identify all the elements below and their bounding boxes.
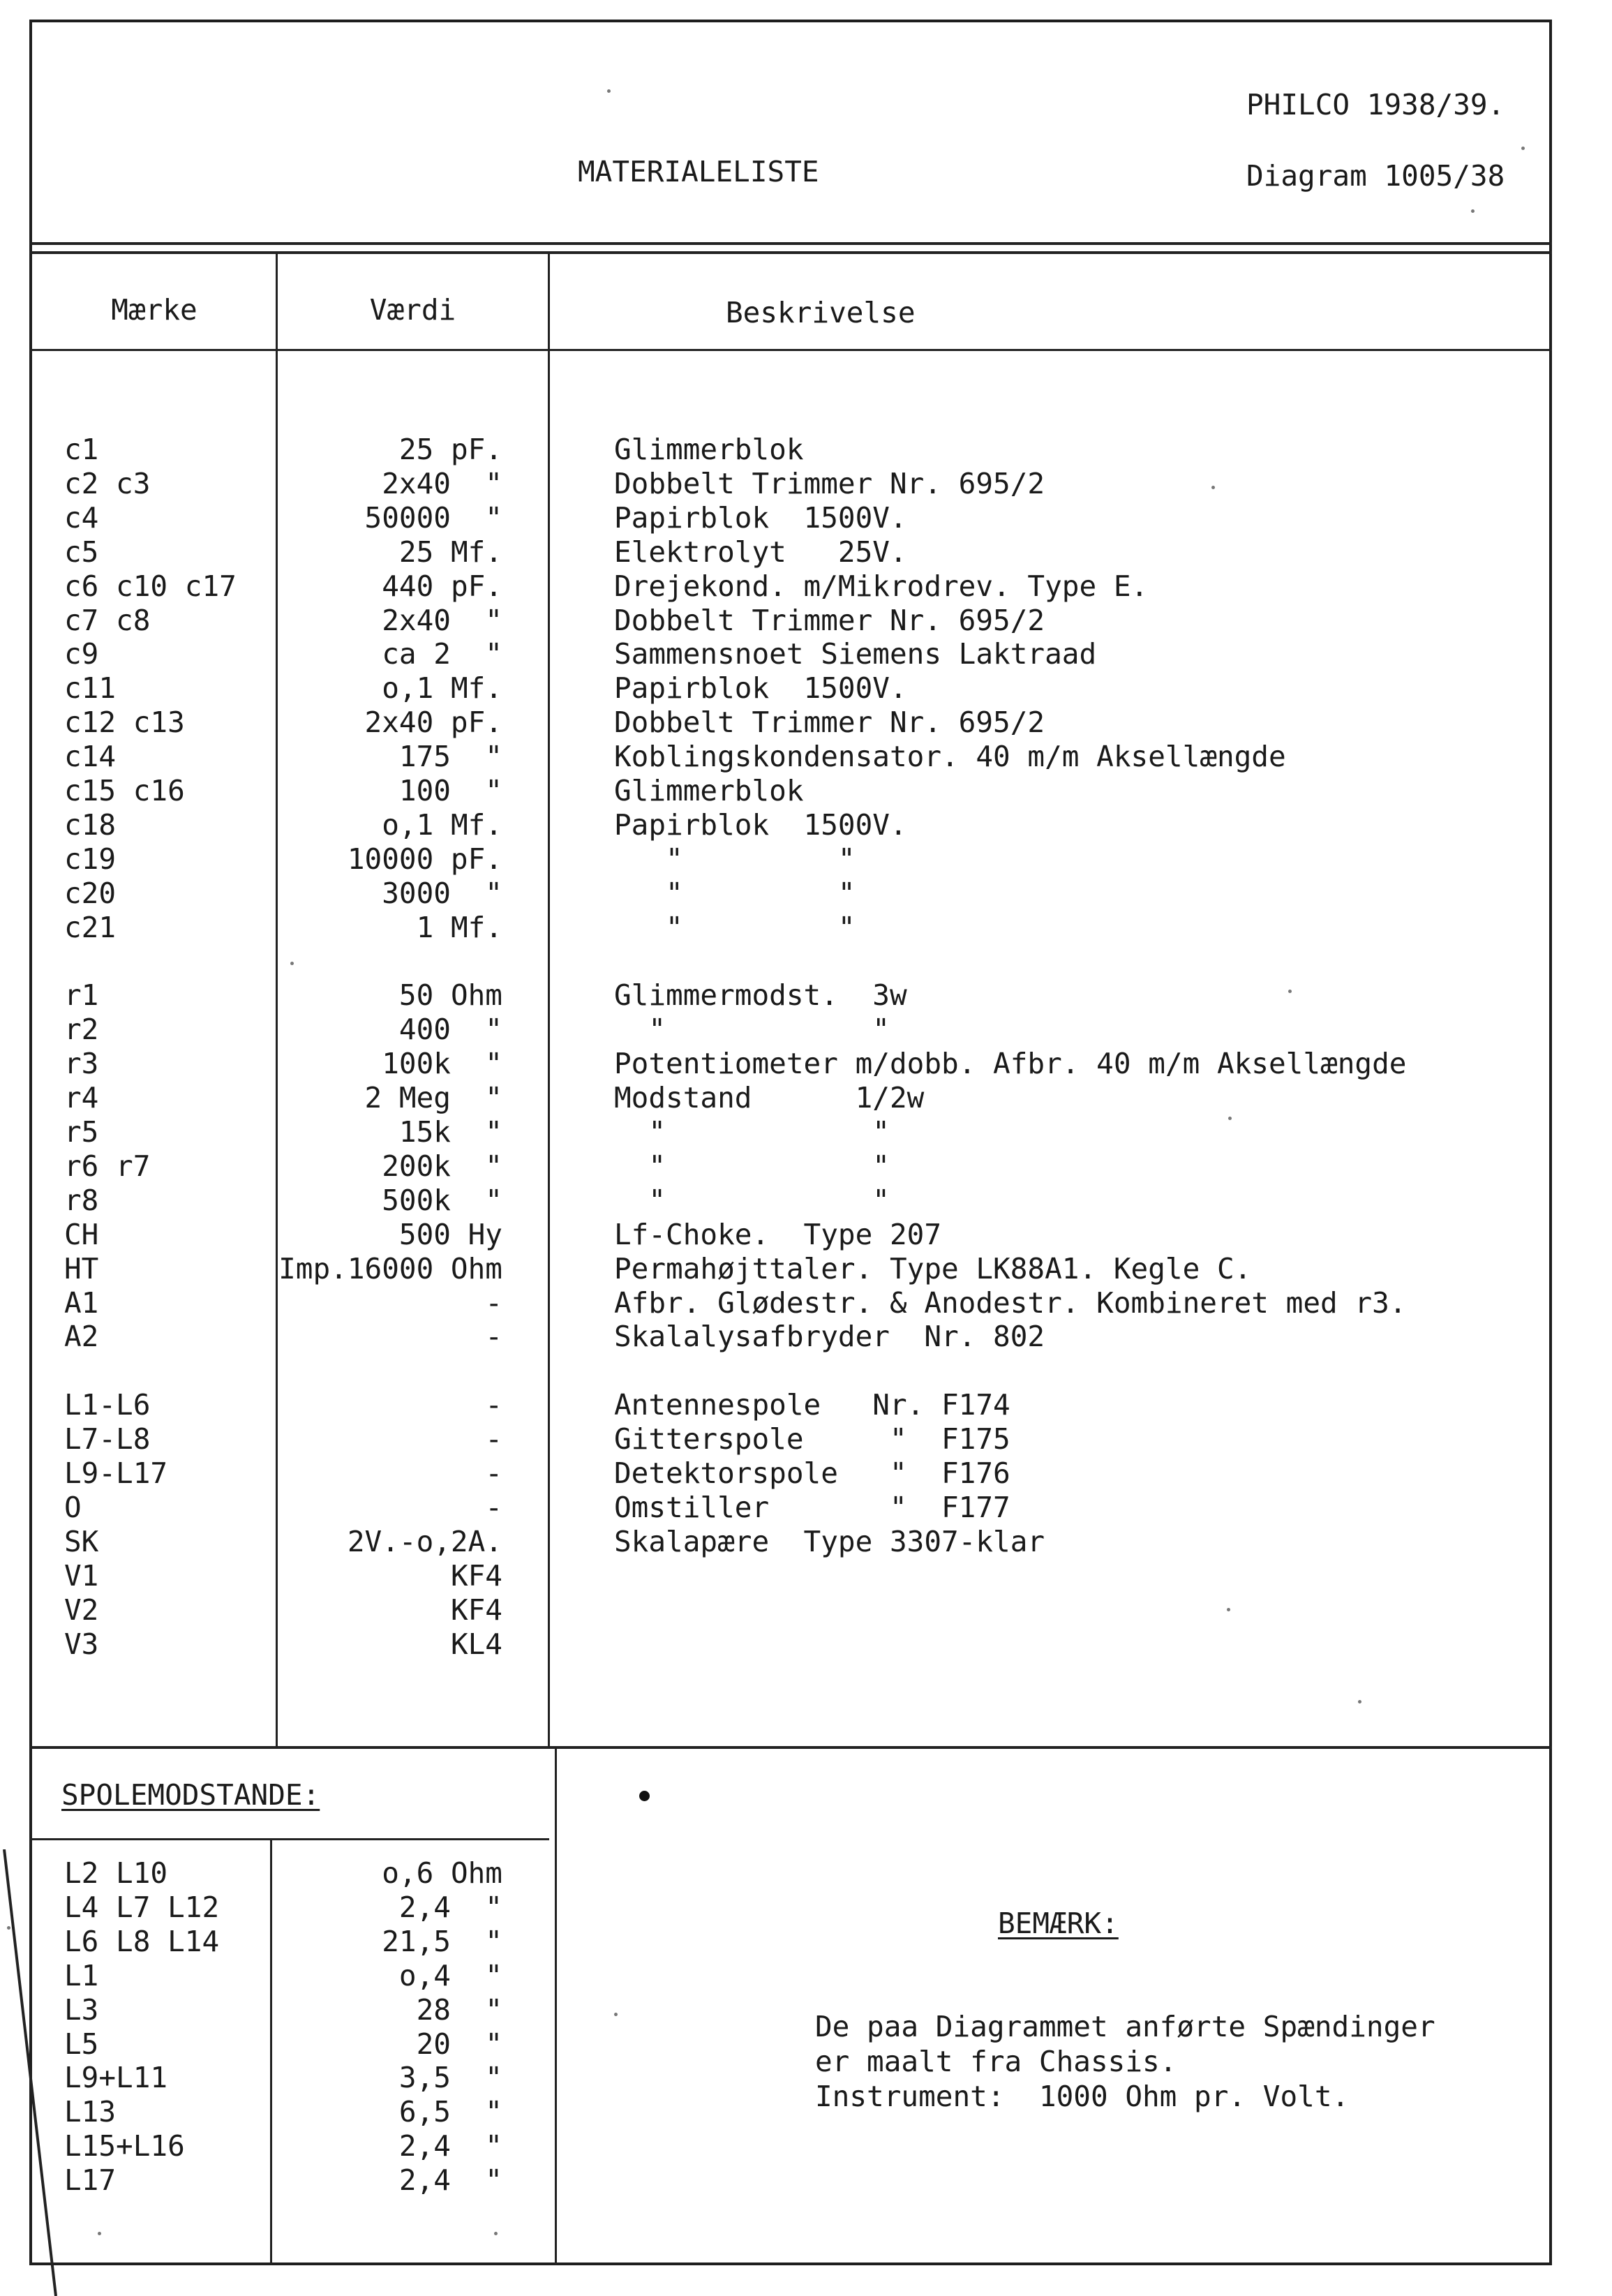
part-value: 50000 " xyxy=(364,501,502,535)
part-description: Skalalysafbryder Nr. 802 xyxy=(614,1320,1045,1353)
part-value: 500k " xyxy=(382,1184,502,1217)
brand-year: PHILCO 1938/39. xyxy=(1246,88,1505,121)
part-value: 2 Meg " xyxy=(364,1081,502,1115)
coil-resistance: 6,5 " xyxy=(398,2095,502,2129)
part-mark: r5 xyxy=(64,1115,99,1149)
part-description: Koblingskondensator. 40 m/m Aksellængde xyxy=(614,740,1286,773)
part-value: 2x40 " xyxy=(382,604,502,637)
part-mark: L9-L17 xyxy=(64,1456,168,1490)
part-value: - xyxy=(485,1286,502,1320)
coil-mark: L17 xyxy=(64,2163,117,2197)
coil-mark: L2 L10 xyxy=(64,1856,168,1890)
part-description: Permahøjttaler. Type LK88A1. Kegle C. xyxy=(614,1252,1252,1285)
part-description: Detektorspole " F176 xyxy=(614,1456,1010,1490)
part-mark: c14 xyxy=(64,740,117,773)
coil-resistance: 20 " xyxy=(416,2027,502,2061)
coil-mark: L4 L7 L12 xyxy=(64,1891,220,1924)
header-divider xyxy=(29,242,1552,245)
part-mark: c5 xyxy=(64,535,99,569)
diagram-number: Diagram 1005/38 xyxy=(1246,159,1505,193)
coil-mark: L3 xyxy=(64,1993,99,2027)
part-value: 1 Mf. xyxy=(416,911,502,944)
part-description: Lf-Choke. Type 207 xyxy=(614,1218,941,1251)
part-mark: HT xyxy=(64,1252,99,1285)
column-header-divider xyxy=(29,349,1552,351)
part-value: o,1 Mf. xyxy=(382,671,502,705)
part-mark: SK xyxy=(64,1525,99,1558)
column-header-vaerdi: Værdi xyxy=(369,293,456,327)
column-header-beskrivelse: Beskrivelse xyxy=(726,296,916,329)
section-divider xyxy=(29,1746,1552,1749)
part-value: - xyxy=(485,1491,502,1524)
coil-mark: L1 xyxy=(64,1959,99,1992)
part-value: 100k " xyxy=(382,1047,502,1080)
part-value: KF4 xyxy=(450,1559,502,1593)
part-mark: c11 xyxy=(64,671,117,705)
column-header-maerke: Mærke xyxy=(111,293,197,327)
note-line-1: De paa Diagrammet anførte Spændinger xyxy=(815,2010,1435,2043)
note-heading: BEMÆRK: xyxy=(998,1907,1119,1940)
part-mark: r8 xyxy=(64,1184,99,1217)
scan-edge-mark xyxy=(0,1849,84,2296)
part-mark: c15 c16 xyxy=(64,774,185,807)
part-value: 2x40 " xyxy=(382,467,502,500)
part-mark: O xyxy=(64,1491,82,1524)
coil-resistance: 2,4 " xyxy=(398,2129,502,2163)
part-description: Dobbelt Trimmer Nr. 695/2 xyxy=(614,706,1045,739)
part-description: Papirblok 1500V. xyxy=(614,808,907,842)
part-value: 500 Hy xyxy=(398,1218,502,1251)
part-mark: r3 xyxy=(64,1047,99,1080)
part-description: Glimmerblok xyxy=(614,774,804,807)
coil-resistance: 2,4 " xyxy=(398,2163,502,2197)
part-description: " " xyxy=(614,1184,890,1217)
part-description: Modstand 1/2w xyxy=(614,1081,925,1115)
coil-resistance: 3,5 " xyxy=(398,2061,502,2094)
part-description: Glimmermodst. 3w xyxy=(614,978,907,1012)
part-value: 400 " xyxy=(398,1013,502,1046)
part-value: - xyxy=(485,1422,502,1456)
part-value: 3000 " xyxy=(382,877,502,910)
part-mark: c19 xyxy=(64,842,117,876)
part-value: 25 Mf. xyxy=(398,535,502,569)
part-mark: A2 xyxy=(64,1320,99,1353)
part-mark: r1 xyxy=(64,978,99,1012)
part-description: Dobbelt Trimmer Nr. 695/2 xyxy=(614,467,1045,500)
part-value: 2V.-o,2A. xyxy=(347,1525,502,1558)
part-mark: c18 xyxy=(64,808,117,842)
part-value: ca 2 " xyxy=(382,637,502,671)
part-description: Dobbelt Trimmer Nr. 695/2 xyxy=(614,604,1045,637)
ink-dot xyxy=(639,1791,650,1801)
note-section-divider xyxy=(555,1746,557,2265)
part-mark: V3 xyxy=(64,1627,99,1661)
part-mark: CH xyxy=(64,1218,99,1251)
coil-resistance: o,4 " xyxy=(398,1959,502,1992)
part-value: 200k " xyxy=(382,1149,502,1183)
coil-mark: L5 xyxy=(64,2027,99,2061)
part-description: Potentiometer m/dobb. Afbr. 40 m/m Aksellængde xyxy=(614,1047,1407,1080)
part-value: - xyxy=(485,1456,502,1490)
part-value: 25 pF. xyxy=(398,433,502,466)
part-value: 440 pF. xyxy=(382,569,502,603)
column-divider-2 xyxy=(548,251,550,1747)
part-mark: c4 xyxy=(64,501,99,535)
part-value: 15k " xyxy=(398,1115,502,1149)
part-mark: c20 xyxy=(64,877,117,910)
part-description: Papirblok 1500V. xyxy=(614,671,907,705)
part-description: " " xyxy=(614,1149,890,1183)
part-description: Omstiller " F177 xyxy=(614,1491,1010,1524)
part-value: 2x40 pF. xyxy=(364,706,502,739)
coil-resistance: 2,4 " xyxy=(398,1891,502,1924)
part-value: - xyxy=(485,1320,502,1353)
part-description: Antennespole Nr. F174 xyxy=(614,1388,1010,1422)
part-description: Glimmerblok xyxy=(614,433,804,466)
part-mark: c7 c8 xyxy=(64,604,151,637)
coil-mark: L6 L8 L14 xyxy=(64,1925,220,1958)
part-description: Elektrolyt 25V. xyxy=(614,535,907,569)
coil-resistance: 28 " xyxy=(416,1993,502,2027)
part-value: 10000 pF. xyxy=(347,842,502,876)
part-mark: r4 xyxy=(64,1081,99,1115)
part-value: KL4 xyxy=(450,1627,502,1661)
part-description: Sammensnoet Siemens Laktraad xyxy=(614,637,1097,671)
part-mark: A1 xyxy=(64,1286,99,1320)
part-value: 100 " xyxy=(398,774,502,807)
part-value: Imp.16000 Ohm xyxy=(278,1252,502,1285)
coil-resistance: o,6 Ohm xyxy=(382,1856,502,1890)
part-description: Skalapære Type 3307-klar xyxy=(614,1525,1045,1558)
header-divider-double xyxy=(29,251,1552,254)
spole-heading-divider xyxy=(29,1838,549,1840)
part-description: Afbr. Glødestr. & Anodestr. Kombineret med r3. xyxy=(614,1286,1407,1320)
spole-heading: SPOLEMODSTANDE: xyxy=(61,1778,320,1812)
part-description: " " xyxy=(614,842,856,876)
part-mark: L7-L8 xyxy=(64,1422,151,1456)
part-value: o,1 Mf. xyxy=(382,808,502,842)
part-mark: c9 xyxy=(64,637,99,671)
part-description: " " xyxy=(614,1013,890,1046)
part-description: Drejekond. m/Mikrodrev. Type E. xyxy=(614,569,1149,603)
part-description: Papirblok 1500V. xyxy=(614,501,907,535)
part-mark: r6 r7 xyxy=(64,1149,151,1183)
coil-mark: L15+L16 xyxy=(64,2129,185,2163)
note-line-3: Instrument: 1000 Ohm pr. Volt. xyxy=(815,2080,1350,2113)
coil-mark: L9+L11 xyxy=(64,2061,168,2094)
part-mark: V1 xyxy=(64,1559,99,1593)
part-mark: c2 c3 xyxy=(64,467,151,500)
part-value: 50 Ohm xyxy=(398,978,502,1012)
part-mark: V2 xyxy=(64,1593,99,1627)
part-value: KF4 xyxy=(450,1593,502,1627)
part-mark: r2 xyxy=(64,1013,99,1046)
part-description: " " xyxy=(614,1115,890,1149)
coil-resistance: 21,5 " xyxy=(382,1925,502,1958)
part-mark: c12 c13 xyxy=(64,706,185,739)
part-value: 175 " xyxy=(398,740,502,773)
page-title: MATERIALELISTE xyxy=(578,155,819,188)
part-description: " " xyxy=(614,877,856,910)
part-description: Gitterspole " F175 xyxy=(614,1422,1010,1456)
note-line-2: er maalt fra Chassis. xyxy=(815,2045,1177,2078)
part-mark: c6 c10 c17 xyxy=(64,569,237,603)
part-mark: c21 xyxy=(64,911,117,944)
part-mark: c1 xyxy=(64,433,99,466)
part-description: " " xyxy=(614,911,856,944)
part-mark: L1-L6 xyxy=(64,1388,151,1422)
part-value: - xyxy=(485,1388,502,1422)
coil-mark: L13 xyxy=(64,2095,117,2129)
